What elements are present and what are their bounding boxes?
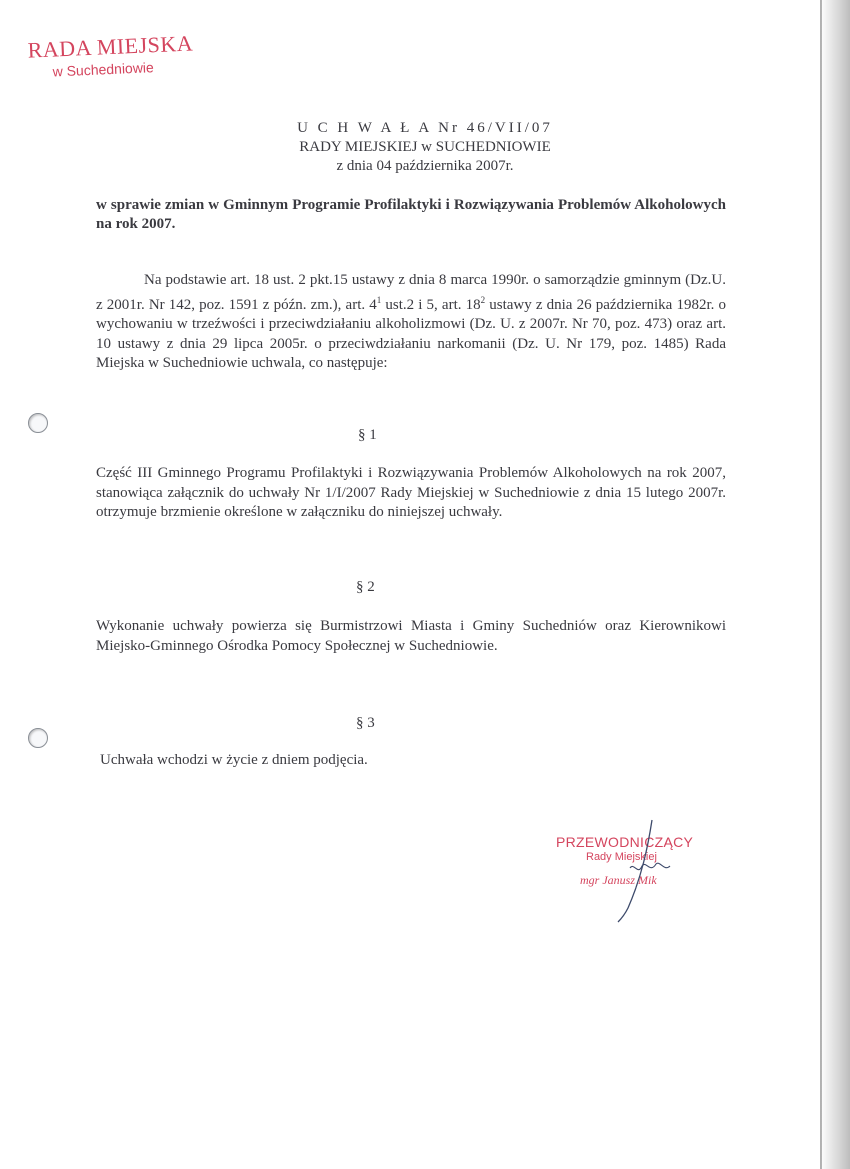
- punch-hole-top: [28, 413, 48, 433]
- resolution-number: U C H W A Ł A Nr 46/VII/07: [297, 120, 553, 136]
- council-name: RADY MIEJSKIEJ w SUCHEDNIOWIE: [299, 139, 551, 155]
- preamble-sup-1: 1: [376, 294, 382, 305]
- preamble-sup-2: 2: [480, 294, 486, 305]
- preamble-part-2: ust.2 i 5, art. 18: [381, 296, 481, 313]
- stamp-line-2: w Suchedniowie: [52, 59, 155, 80]
- resolution-subject: w sprawie zmian w Gminnym Programie Profilaktyki i Rozwiązywania Problemów Alkoholowych na rok 2007.: [96, 197, 726, 232]
- section-1-text: Część III Gminnego Programu Profilaktyki i Rozwiązywania Problemów Alkoholowych na rok 2007, stanowiąca załącznik do uchwały Nr 1/I/2007 Rady Miejskiej w Suchedniowie z dnia 15 lutego 2007r. otrzymuje brzmienie określone w załączniku do niniejszej uchwały.: [96, 465, 726, 520]
- section-3-label: § 3: [356, 715, 375, 731]
- signature-name: mgr Janusz Mik: [580, 873, 657, 887]
- section-1-label: § 1: [358, 427, 377, 443]
- section-2-text: Wykonanie uchwały powierza się Burmistrzowi Miasta i Gminy Suchedniów oraz Kierownikowi Miejsko-Gminnego Ośrodka Pomocy Społecznej w Suchedniowie.: [96, 618, 726, 654]
- signature-role: PRZEWODNICZĄCY: [556, 834, 694, 850]
- section-2-label: § 2: [356, 579, 375, 595]
- preamble-part-1: Na podstawie art. 18 ust. 2 pkt.15 ustawy z dnia 8 marca 1990r. o samorządzie gminnym (Dz.U. z 2001r. Nr 142, poz. 1591 z późn. zm.), art. 4: [96, 272, 726, 313]
- council-stamp: [27, 30, 194, 80]
- handwritten-signature: [590, 816, 690, 926]
- signature-organization: Rady Miejskiej: [586, 851, 657, 863]
- preamble-paragraph: [96, 271, 726, 374]
- section-3-text: Uchwała wchodzi w życie z dniem podjęcia.: [100, 752, 368, 768]
- stamp-line-1: RADA MIEJSKA: [27, 30, 194, 63]
- resolution-header: [0, 119, 850, 176]
- resolution-date: z dnia 04 października 2007r.: [336, 158, 514, 174]
- punch-hole-bottom: [28, 728, 48, 748]
- preamble-part-3: ustawy z dnia 26 października 1982r. o wychowaniu w trzeźwości i przeciwdziałaniu alkoholizmowi (Dz. U. z 2007r. Nr 70, poz. 473) oraz art. 10 ustawy z dnia 29 lipca 2005r. o przeciwdziałaniu narkomanii (Dz. U. Nr 179, poz. 1485) Rada Miejska w Suchedniowie uchwala, co następuje:: [96, 296, 726, 371]
